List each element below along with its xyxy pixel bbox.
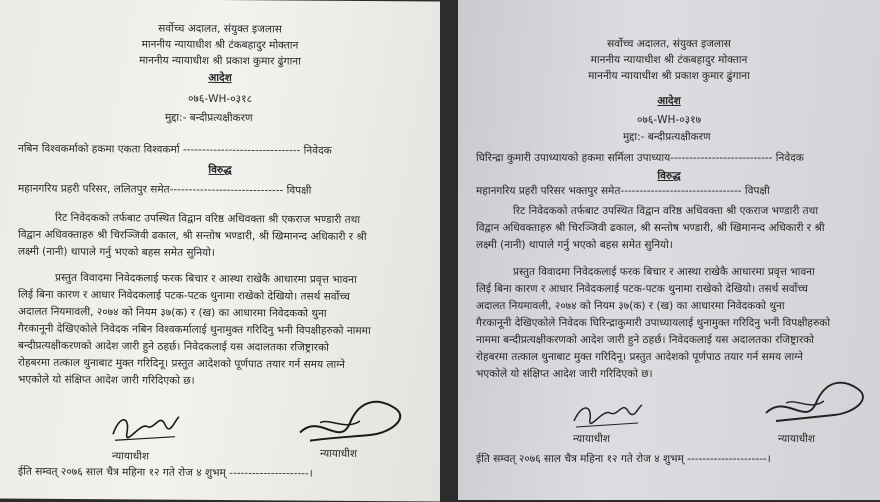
judge-2-signature [758,375,868,433]
date-line: ईति सम्वत् २०७६ साल चैत्र महिना १२ गते रोज ४ शुभम् ---------------------। [476,453,771,465]
para2-line: लिई बिना कारण र आधार निवेदकलाई पटक-पटक थुनामा राखेको देखियो। तसर्थ सर्वोच्च [476,283,808,295]
para1-line: रिट निवेदकको तर्फबाट उपस्थित विद्वान वरिष्ठ अधिवक्ता श्री एकराज भण्डारी तथा [55,211,361,226]
judge-1-signature [568,395,648,435]
para1-line: लक्ष्मी (नानी) थापाले गर्नु भएको बहस समेत सुनियो। [18,245,215,259]
para1-line: विद्वान अधिवक्ताहरु श्री चिरञ्जिवी ढकाल, श्री सन्तोष भण्डारी, श्री खिमानन्द अधिकारी र श्री [18,228,367,244]
judge-1-label: न्यायाधीश [112,450,150,463]
para2-line: गैरकानूनी देखिएकोले निवेदक नबिन विश्वकर्मालाई थुनामुक्त गरिदिनु भनी विपक्षीहरुको नाममा [18,322,371,338]
para2-line: गैरकानूनी देखिएकोले निवेदक घिरिन्द्राकुमारी उपाध्यायलाई थुनामुक्त गरिदिनु भनी विपक्षीहरुको [476,317,831,329]
judge-1: माननीय न्यायाधीश श्री टंकबहादुर मोक्तान [141,38,299,52]
order-title: आदेश [657,95,681,107]
case-subject: मुद्दा:- बन्दीप्रत्यक्षीकरण [623,131,711,143]
versus-label: विरुद्ध [208,163,232,177]
para2-line: बन्दीप्रत्यक्षीकरणको आदेश जारी हुने ठहर्छ। निवेदकलाई यस अदालतका रजिष्ट्रारको [18,339,329,354]
para2-line: प्रस्तुत विवादमा निवेदकलाई फरक बिचार र आस्था राखेकै आधारमा प्रवृत्त भावना [513,266,815,278]
case-number: ०७६-WH-०३१८ [187,92,253,106]
para1-line: रिट निवेदकको तर्फबाट उपस्थित विद्वान वरिष्ठ अधिवक्ता श्री एकराज भण्डारी तथा [513,205,819,217]
case-number: ०७६-WH-०३१७ [636,114,702,126]
judge-1-label: न्यायाधीश [573,433,611,445]
respondent-line: महानगरिय प्रहरी परिसर, ललितपुर समेत------------------------------ विपक्षी [18,182,312,197]
para2-line: प्रस्तुत विवादमा निवेदकलाई फरक बिचार र आस्था राखेकै आधारमा प्रवृत्त भावना [55,271,357,286]
court-name: सर्वोच्च अदालत, संयुक्त इजलास [607,38,731,50]
versus-label: विरुद्ध [657,170,681,182]
para2-line: भएकोले यो संक्षिप्त आदेश जारी गरिदिएको छ। [476,368,653,380]
para1-line: लक्ष्मी (नानी) थापाले गर्नु भएको बहस समेत सुनियो। [476,239,673,251]
judge-2: माननीय न्यायाधीश श्री प्रकाश कुमार ढुंगाना [588,70,750,82]
judge-2-signature [290,392,410,453]
court-name: सर्वोच्च अदालत, संयुक्त इजलास [158,22,282,36]
para2-line: अदालत नियमावली, २०७४ को नियम ३७(क) र (ख) का आधारमा निवेदकको थुना [476,300,785,312]
para2-line: भएकोले यो संक्षिप्त आदेश जारी गरिदिएको छ। [18,373,195,387]
judge-1: माननीय न्यायाधीश श्री टंकबहादुर मोक्तान [590,54,748,66]
date-line: ईति सम्वत् २०७६ साल चैत्र महिना १२ गते रोज ४ शुभम् ---------------------। [18,465,313,480]
para1-line: विद्वान अधिवक्ताहरु श्री चिरञ्जिवी ढकाल, श्री सन्तोष भण्डारी, श्री खिमानन्द अधिकारी र श्री [476,222,825,234]
petitioner-line: नबिन विश्वकर्माको हकमा एकता विश्वकर्मा ------------------------------- निवेदक [18,142,332,157]
case-subject: मुद्दा:- बन्दीप्रत्यक्षीकरण [165,111,253,125]
para2-line: नाममा बन्दीप्रत्यक्षीकरणको आदेश जारी हुने ठहर्छ। निवेदकलाई यस अदालतका रजिष्ट्रारको [476,334,815,346]
respondent-line: महानगरिय प्रहरी परिसर भक्तपुर समेत-------------------------------- विपक्षी [476,185,770,197]
document-right [458,0,880,500]
judge-1-signature [105,404,185,450]
para2-line: अदालत नियमावली, २०७४ को नियम ३७(क) र (ख) का आधारमा निवेदकको थुना [18,305,327,320]
judge-2-label: न्यायाधीश [778,433,816,445]
para2-line: रोहबरमा तत्काल थुनाबाट मुक्त गरिदिनू। प्रस्तुत आदेशको पूर्णपाठ तयार गर्न समय लाग्ने [18,356,346,371]
para2-line: रोहबरमा तत्काल थुनाबाट मुक्त गरिदिनू। प्रस्तुत आदेशको पूर्णपाठ तयार गर्न समय लाग्ने [476,351,804,363]
judge-2-label: न्यायाधीश [320,447,358,460]
order-title: आदेश [208,71,232,85]
petitioner-line: घिरिन्द्रा कुमारी उपाध्यायको हकमा सर्मिला उपाध्याय--------------------------- निवेदक [476,152,804,164]
para2-line: लिई बिना कारण र आधार निवेदकलाई पटक-पटक थुनामा राखेको देखियो। तसर्थ सर्वोच्च [18,288,350,303]
judge-2: माननीय न्यायाधीश श्री प्रकाश कुमार ढुंगाना [139,54,301,68]
